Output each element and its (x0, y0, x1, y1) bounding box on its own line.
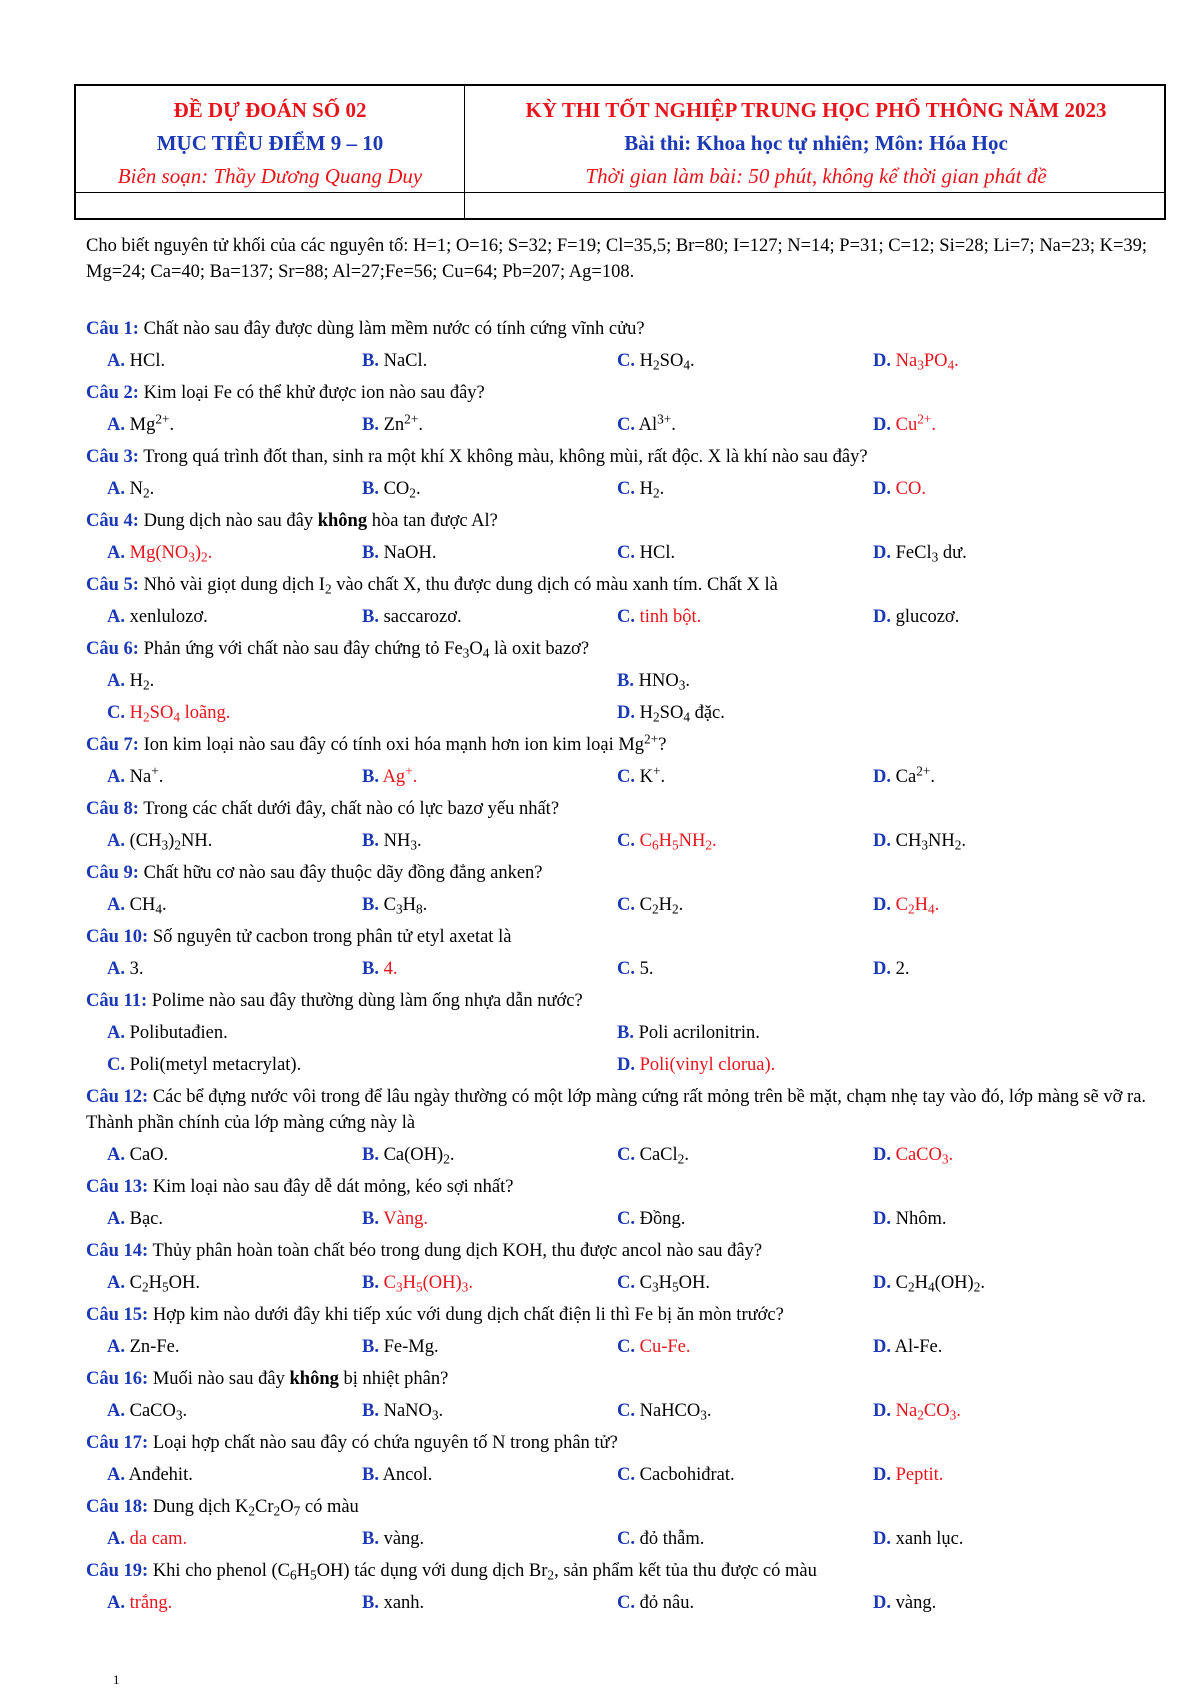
option-label: D. (873, 1529, 891, 1549)
option-label: B. (362, 607, 379, 627)
option-label: D. (873, 767, 891, 787)
option-a[interactable] (107, 1334, 179, 1360)
option-c[interactable] (617, 956, 654, 982)
option-label: B. (362, 1337, 379, 1357)
option-c[interactable] (107, 700, 230, 726)
option-label: C. (617, 415, 635, 435)
option-label: C. (617, 1145, 635, 1165)
option-b[interactable] (362, 1398, 443, 1424)
option-text: CaCl$_2$. (635, 1145, 689, 1167)
option-text: Polibutađien. (125, 1023, 228, 1043)
question-stem (86, 1558, 1176, 1584)
option-d[interactable] (873, 1206, 947, 1232)
correct-answer-text: 4. (378, 959, 398, 979)
question-label: Câu 13: (86, 1177, 149, 1197)
option-c[interactable] (617, 764, 665, 790)
correct-answer-text: Poli(vinyl clorua). (635, 1055, 776, 1075)
option-label: A. (107, 415, 125, 435)
question-label: Câu 11: (86, 991, 148, 1011)
correct-answer-text: $Na_3PO_4$. (891, 351, 959, 373)
option-d[interactable] (617, 700, 725, 726)
option-label: B. (362, 1593, 379, 1613)
option-c[interactable] (617, 1142, 689, 1168)
option-a[interactable] (107, 348, 165, 374)
option-text: $NH_3$. (378, 831, 422, 853)
question-label: Câu 19: (86, 1561, 149, 1581)
option-text: $H_2$. (125, 671, 155, 693)
question-stem (86, 316, 1176, 342)
option-text: $CH_3NH_2$. (891, 831, 966, 853)
option-b[interactable] (362, 348, 427, 374)
option-label: C. (617, 1337, 635, 1357)
option-b[interactable] (362, 764, 417, 790)
option-text: $N_2$. (125, 479, 155, 501)
option-label: A. (107, 1593, 125, 1613)
option-label: C. (617, 767, 635, 787)
option-label: D. (873, 831, 891, 851)
exam-subject: Bài thi: Khoa học tự nhiên; Môn: Hóa Học (624, 131, 1008, 155)
correct-answer-text: tinh bột. (635, 607, 702, 627)
option-text: $C_2H_5OH$. (125, 1273, 201, 1295)
correct-answer-text: CO. (891, 479, 926, 499)
option-c[interactable] (617, 1590, 694, 1616)
option-label: A. (107, 479, 125, 499)
option-a[interactable] (107, 540, 212, 566)
option-label: B. (362, 543, 379, 563)
option-d[interactable] (873, 1590, 936, 1616)
option-label: D. (617, 703, 635, 723)
option-c[interactable] (617, 1462, 735, 1488)
option-label: C. (617, 1465, 635, 1485)
option-label: B. (362, 415, 379, 435)
option-c[interactable] (617, 604, 701, 630)
option-text: Anđehit. (125, 1465, 193, 1485)
option-c[interactable] (617, 1398, 712, 1424)
option-text: FeCl$_3$ dư. (891, 543, 967, 565)
option-text: Nhôm. (891, 1209, 947, 1229)
option-text: $Mg^{2+}$. (125, 411, 175, 435)
option-d[interactable] (873, 604, 959, 630)
option-label: D. (873, 415, 891, 435)
option-a[interactable] (107, 1398, 187, 1424)
option-text: $CH_4$. (125, 895, 167, 917)
option-label: D. (873, 1145, 891, 1165)
option-label: A. (107, 1465, 125, 1485)
question-label: Câu 1: (86, 319, 139, 339)
target-score: MỤC TIÊU ĐIỂM 9 – 10 (156, 131, 384, 155)
option-text: đỏ nâu. (635, 1593, 695, 1613)
option-label: D. (873, 607, 891, 627)
option-label: C. (617, 831, 635, 851)
header-left (76, 94, 464, 193)
question-stem (86, 732, 1176, 758)
option-b[interactable] (362, 1142, 454, 1168)
option-d[interactable] (617, 1052, 775, 1078)
question-text: Polime nào sau đây thường dùng làm ống nhựa dẫn nước? (147, 991, 583, 1011)
correct-answer-text: $C_2H_4$. (891, 895, 940, 917)
question-text: Nhỏ vài giọt dung dịch $I_2$ vào chất X, thu được dung dịch có màu xanh tím. Chất X là (138, 575, 778, 597)
question-label: Câu 16: (86, 1369, 149, 1389)
option-label: A. (107, 767, 125, 787)
option-label: C. (617, 1401, 635, 1421)
option-label: B. (362, 1401, 379, 1421)
option-text: Ancol. (378, 1465, 433, 1485)
option-b[interactable] (617, 1020, 760, 1046)
option-text: Poli(metyl metacrylat). (125, 1055, 302, 1075)
question-stem (86, 1302, 1176, 1328)
option-text: $C_3H_5OH$. (635, 1273, 711, 1295)
question-text: Trong quá trình đốt than, sinh ra một khí X không màu, không mùi, rất độc. X là khí nào sau đây? (138, 447, 868, 467)
option-d[interactable] (873, 348, 959, 374)
option-text: $(CH_3)_2NH$. (125, 831, 213, 853)
question-text: Khi cho phenol $(C_6H_5OH)$ tác dụng với dung dịch $Br_2$, sản phẩm kết tủa thu được có màu (148, 1561, 817, 1583)
option-label: C. (617, 895, 635, 915)
option-text: Zn-Fe. (125, 1337, 180, 1357)
question-stem (86, 1366, 1176, 1392)
option-label: D. (873, 1593, 891, 1613)
option-d[interactable] (873, 828, 966, 854)
question-text: Trong các chất dưới đây, chất nào có lực bazơ yếu nhất? (138, 799, 560, 819)
question-text: Ion kim loại nào sau đây có tính oxi hóa mạnh hơn ion kim loại $Mg^{2+}$? (138, 731, 667, 755)
option-text: Cacbohiđrat. (635, 1465, 735, 1485)
option-text: $Ca(OH)_2$. (378, 1145, 455, 1167)
option-label: A. (107, 1401, 125, 1421)
option-a[interactable] (107, 1526, 187, 1552)
option-label: D. (873, 895, 891, 915)
option-label: A. (107, 959, 125, 979)
option-text: NaNO$_3$. (378, 1401, 444, 1423)
option-d[interactable] (873, 540, 967, 566)
option-text: NaHCO$_3$. (635, 1401, 712, 1423)
atomic-masses-intro: Cho biết nguyên tử khối của các nguyên tố: H=1; O=16; S=32; F=19; Cl=35,5; Br=80; I=127; N=14; P=31; C=12; Si=28; Li=7; Na=23; K=39; Mg=24; Ca=40; Ba=137; Sr=88; Al=27;Fe=56; Cu=64; Pb=207; Ag=108. (86, 236, 1148, 282)
option-a[interactable] (107, 476, 154, 502)
question-stem (86, 1494, 1176, 1520)
question-label: Câu 7: (86, 735, 139, 755)
option-label: A. (107, 831, 125, 851)
option-label: B. (362, 1465, 379, 1485)
header-table (74, 84, 1166, 220)
question-stem (86, 988, 1176, 1014)
correct-answer-text: Vàng. (378, 1209, 428, 1229)
option-text: vàng. (378, 1529, 425, 1549)
question-text: Chất nào sau đây được dùng làm mềm nước có tính cứng vĩnh cửu? (138, 319, 645, 339)
option-label: B. (362, 1145, 379, 1165)
option-label: C. (617, 1209, 635, 1229)
option-text: CaO. (125, 1145, 169, 1165)
option-text: xenlulozơ. (125, 607, 208, 627)
option-label: B. (362, 959, 379, 979)
option-label: C. (617, 1273, 635, 1293)
option-text: 2. (891, 959, 910, 979)
question-label: Câu 12: (86, 1087, 149, 1107)
option-d[interactable] (873, 412, 936, 438)
option-text: xanh. (378, 1593, 425, 1613)
option-c[interactable] (617, 412, 676, 438)
option-text: NaOH. (378, 543, 437, 563)
option-label: A. (107, 1529, 125, 1549)
question-text: Muối nào sau đây không bị nhiệt phân? (148, 1369, 449, 1389)
option-b[interactable] (362, 604, 462, 630)
option-d[interactable] (873, 956, 910, 982)
option-text: Al-Fe. (891, 1337, 943, 1357)
correct-answer-text: Cu-Fe. (635, 1337, 691, 1357)
correct-answer-text: $C_6H_5NH_2$. (635, 831, 717, 853)
option-label: C. (617, 1593, 635, 1613)
option-text: $Ca^{2+}$. (891, 763, 935, 787)
option-c[interactable] (617, 1526, 704, 1552)
question-label: Câu 6: (86, 639, 139, 659)
option-text: $C_2H_4(OH)_2$. (891, 1273, 985, 1295)
option-label: B. (362, 351, 379, 371)
option-a[interactable] (107, 828, 212, 854)
option-a[interactable] (107, 1020, 228, 1046)
option-a[interactable] (107, 1206, 163, 1232)
option-text: vàng. (891, 1593, 937, 1613)
option-c[interactable] (617, 1206, 685, 1232)
option-c[interactable] (617, 476, 664, 502)
option-c[interactable] (617, 828, 717, 854)
option-text: Đồng. (635, 1209, 686, 1229)
option-label: B. (362, 1273, 379, 1293)
option-label: B. (362, 831, 379, 851)
question-text: Các bể đựng nước vôi trong để lâu ngày thường có một lớp màng cứng rất mỏng trên bề mặt, chạm nhẹ tay vào đó, lớp màng sẽ vỡ ra. Thành phần chính của lớp màng cứng này là (86, 1087, 1147, 1133)
option-a[interactable] (107, 892, 167, 918)
option-b[interactable] (362, 476, 421, 502)
page-number: 1 (113, 1672, 120, 1687)
option-c[interactable] (107, 1052, 301, 1078)
option-text: $HNO_3$. (633, 671, 690, 693)
option-label: C. (617, 959, 635, 979)
option-text: glucozơ. (891, 607, 960, 627)
question-stem (86, 1174, 1176, 1200)
option-b[interactable] (362, 1462, 432, 1488)
question-text: Phản ứng với chất nào sau đây chứng tỏ $Fe_3O_4$ là oxit bazơ? (138, 639, 590, 661)
question-label: Câu 2: (86, 383, 139, 403)
option-label: A. (107, 1145, 125, 1165)
question-stem (86, 636, 1176, 662)
correct-answer-text: da cam. (125, 1529, 188, 1549)
option-text: HCl. (635, 543, 676, 563)
question-label: Câu 17: (86, 1433, 149, 1453)
question-stem (86, 796, 1176, 822)
option-text: $CO_2$. (378, 479, 421, 501)
option-c[interactable] (617, 892, 683, 918)
option-b[interactable] (617, 668, 690, 694)
option-d[interactable] (873, 1142, 953, 1168)
option-label: B. (362, 479, 379, 499)
option-a[interactable] (107, 1590, 172, 1616)
option-b[interactable] (362, 1270, 473, 1296)
option-label: D. (873, 543, 891, 563)
option-a[interactable] (107, 764, 163, 790)
option-text: Poli acrilonitrin. (633, 1023, 760, 1043)
option-a[interactable] (107, 412, 174, 438)
question-label: Câu 18: (86, 1497, 149, 1517)
option-text: CaCO$_3$. (125, 1401, 188, 1423)
question-stem (86, 380, 1176, 406)
header-right (466, 94, 1166, 193)
option-text: 5. (635, 959, 654, 979)
correct-answer-text: trắng. (125, 1593, 173, 1613)
option-b[interactable] (362, 892, 427, 918)
option-d[interactable] (873, 476, 926, 502)
option-label: B. (362, 767, 379, 787)
question-label: Câu 14: (86, 1241, 149, 1261)
correct-answer-text: $Mg(NO_3)_2$. (125, 543, 213, 565)
option-a[interactable] (107, 668, 154, 694)
question-text: Dung dịch nào sau đây không hòa tan được Al? (138, 511, 498, 531)
option-label: C. (617, 607, 635, 627)
option-label: B. (362, 1529, 379, 1549)
option-text: Fe-Mg. (378, 1337, 439, 1357)
question-stem (86, 444, 1176, 470)
question-text: Loại hợp chất nào sau đây có chứa nguyên tố N trong phân tử? (148, 1433, 618, 1453)
option-text: 3. (125, 959, 144, 979)
option-a[interactable] (107, 604, 208, 630)
correct-answer-text: Ag+. (378, 763, 418, 787)
option-label: C. (617, 543, 635, 563)
option-c[interactable] (617, 1270, 710, 1296)
option-a[interactable] (107, 1270, 200, 1296)
question-text: Số nguyên tử cacbon trong phân tử etyl axetat là (148, 927, 512, 947)
option-label: A. (107, 1209, 125, 1229)
option-b[interactable] (362, 412, 423, 438)
option-label: B. (362, 1209, 379, 1229)
correct-answer-text: $Cu^{2+}$. (891, 411, 937, 435)
option-label: A. (107, 895, 125, 915)
question-stem (86, 572, 1176, 598)
exam-title: KỲ THI TỐT NGHIỆP TRUNG HỌC PHỔ THÔNG NĂM 2023 (525, 98, 1107, 122)
option-label: D. (873, 1273, 891, 1293)
option-label: A. (107, 1023, 125, 1043)
option-d[interactable] (873, 892, 939, 918)
option-label: C. (107, 703, 125, 723)
option-label: B. (362, 895, 379, 915)
option-label: C. (617, 1529, 635, 1549)
option-text: K+. (635, 763, 666, 787)
option-label: D. (873, 479, 891, 499)
option-c[interactable] (617, 540, 675, 566)
option-label: C. (617, 479, 635, 499)
option-text: $H_2$. (635, 479, 665, 501)
option-label: B. (617, 671, 634, 691)
correct-answer-text: $C_3H_5(OH)_3$. (378, 1273, 473, 1295)
option-d[interactable] (873, 1270, 985, 1296)
question-stem (86, 508, 1176, 534)
question-text: Thủy phân hoàn toàn chất béo trong dung dịch KOH, thu được ancol nào sau đây? (148, 1241, 763, 1261)
option-b[interactable] (362, 828, 422, 854)
question-label: Câu 15: (86, 1305, 149, 1325)
option-text: $Zn^{2+}$. (378, 411, 423, 435)
option-d[interactable] (873, 1526, 963, 1552)
option-label: A. (107, 1337, 125, 1357)
option-label: D. (873, 1465, 891, 1485)
question-stem (86, 860, 1176, 886)
question-label: Câu 8: (86, 799, 139, 819)
option-a[interactable] (107, 1142, 168, 1168)
option-text: HCl. (125, 351, 166, 371)
option-text: $H_2SO_4$. (635, 351, 695, 373)
option-label: D. (873, 959, 891, 979)
option-text: Bạc. (125, 1209, 164, 1229)
option-label: A. (107, 671, 125, 691)
correct-answer-text: Peptit. (891, 1465, 944, 1485)
option-d[interactable] (873, 1398, 961, 1424)
option-text: Na+. (125, 763, 164, 787)
question-label: Câu 10: (86, 927, 149, 947)
question-text: Chất hữu cơ nào sau đây thuộc dãy đồng đẳng anken? (138, 863, 543, 883)
option-a[interactable] (107, 1462, 193, 1488)
author: Biên soạn: Thầy Dương Quang Duy (117, 164, 423, 188)
option-label: B. (617, 1023, 634, 1043)
correct-answer-text: $H_2SO_4$ loãng. (125, 703, 231, 725)
question-label: Câu 4: (86, 511, 139, 531)
option-label: A. (107, 543, 125, 563)
option-text: saccarozơ. (378, 607, 462, 627)
option-label: A. (107, 1273, 125, 1293)
question-stem (86, 1238, 1176, 1264)
option-d[interactable] (873, 1462, 943, 1488)
exam-duration: Thời gian làm bài: 50 phút, không kể thời gian phát đề (585, 164, 1047, 188)
option-label: C. (107, 1055, 125, 1075)
option-b[interactable] (362, 956, 397, 982)
correct-answer-text: $Na_2CO_3$. (891, 1401, 961, 1423)
option-label: D. (873, 1337, 891, 1357)
exam-number: ĐỀ DỰ ĐOÁN SỐ 02 (173, 98, 367, 122)
option-text: $C_2H_2$. (635, 895, 684, 917)
option-label: D. (873, 1209, 891, 1229)
question-stem (86, 1430, 1176, 1456)
option-label: A. (107, 351, 125, 371)
option-a[interactable] (107, 956, 144, 982)
option-label: C. (617, 351, 635, 371)
question-text: Kim loại Fe có thể khử được ion nào sau đây? (138, 383, 485, 403)
option-b[interactable] (362, 540, 437, 566)
question-label: Câu 9: (86, 863, 139, 883)
option-c[interactable] (617, 348, 695, 374)
option-b[interactable] (362, 1334, 439, 1360)
option-text: NaCl. (378, 351, 428, 371)
question-stem (86, 924, 1176, 950)
option-b[interactable] (362, 1590, 424, 1616)
option-text: $C_3H_8$. (378, 895, 428, 917)
option-d[interactable] (873, 1334, 942, 1360)
option-label: D. (617, 1055, 635, 1075)
question-label: Câu 5: (86, 575, 139, 595)
option-d[interactable] (873, 764, 935, 790)
option-text: $H_2SO_4$ đặc. (635, 703, 725, 725)
option-b[interactable] (362, 1206, 428, 1232)
option-b[interactable] (362, 1526, 424, 1552)
option-label: A. (107, 607, 125, 627)
option-label: D. (873, 1401, 891, 1421)
option-text: $Al^{3+}$. (635, 411, 676, 435)
question-stem (86, 1084, 1176, 1136)
option-text: đỏ thẫm. (635, 1529, 705, 1549)
question-text: Dung dịch $K_2Cr_2O_7$ có màu (148, 1497, 359, 1519)
option-label: D. (873, 351, 891, 371)
option-text: xanh lục. (891, 1529, 964, 1549)
question-text: Kim loại nào sau đây dễ dát mỏng, kéo sợi nhất? (148, 1177, 514, 1197)
option-c[interactable] (617, 1334, 691, 1360)
question-text: Hợp kim nào dưới đây khi tiếp xúc với dung dịch chất điện li thì Fe bị ăn mòn trước? (148, 1305, 784, 1325)
correct-answer-text: CaCO$_3$. (891, 1145, 954, 1167)
question-label: Câu 3: (86, 447, 139, 467)
